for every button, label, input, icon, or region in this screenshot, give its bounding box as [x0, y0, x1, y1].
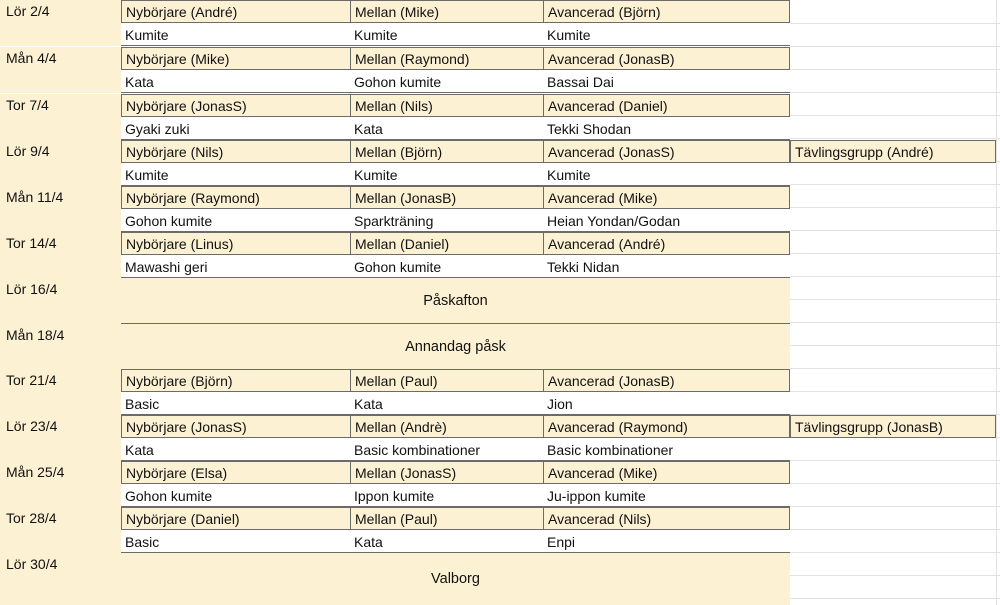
- advanced-group-cell[interactable]: Avancerad (Daniel): [543, 94, 790, 117]
- beginner-technique-cell[interactable]: Basic: [121, 530, 350, 553]
- intermediate-technique-cell[interactable]: Kumite: [350, 163, 543, 186]
- intermediate-group-cell[interactable]: Mellan (Paul): [350, 369, 543, 392]
- beginner-group-cell[interactable]: Nybörjare (JonasS): [121, 94, 350, 117]
- gridline: [790, 207, 1000, 208]
- gridline: [790, 368, 1000, 369]
- beginner-technique-cell[interactable]: Gyaki zuki: [121, 117, 350, 140]
- beginner-technique-cell[interactable]: Gohon kumite: [121, 209, 350, 232]
- holiday-cell[interactable]: Påskafton: [121, 278, 790, 324]
- date-cell[interactable]: Lör 16/4: [0, 278, 121, 324]
- advanced-technique-cell[interactable]: Basic kombinationer: [543, 438, 790, 461]
- gridline: [790, 138, 1000, 139]
- advanced-technique-cell[interactable]: Kumite: [543, 23, 790, 46]
- beginner-group-cell[interactable]: Nybörjare (JonasS): [121, 415, 350, 438]
- gridline: [790, 345, 1000, 346]
- date-cell[interactable]: Tor 7/4: [0, 94, 121, 140]
- date-cell[interactable]: Lör 2/4: [0, 0, 121, 46]
- intermediate-group-cell[interactable]: Mellan (JonasS): [350, 461, 543, 484]
- beginner-technique-cell[interactable]: Mawashi geri: [121, 255, 350, 278]
- date-cell[interactable]: Lör 9/4: [0, 140, 121, 186]
- date-cell[interactable]: Mån 4/4: [0, 47, 121, 93]
- beginner-group-cell[interactable]: Nybörjare (Daniel): [121, 507, 350, 530]
- beginner-technique-cell[interactable]: Kata: [121, 438, 350, 461]
- competition-group-cell[interactable]: Tävlingsgrupp (André): [790, 140, 996, 163]
- beginner-technique-cell[interactable]: Kumite: [121, 163, 350, 186]
- advanced-technique-cell[interactable]: Kumite: [543, 163, 790, 186]
- intermediate-technique-cell[interactable]: Kata: [350, 530, 543, 553]
- intermediate-group-cell[interactable]: Mellan (Björn): [350, 140, 543, 163]
- intermediate-group-cell[interactable]: Mellan (Paul): [350, 507, 543, 530]
- beginner-group-cell[interactable]: Nybörjare (Elsa): [121, 461, 350, 484]
- intermediate-technique-cell[interactable]: Basic kombinationer: [350, 438, 543, 461]
- advanced-group-cell[interactable]: Avancerad (André): [543, 232, 790, 255]
- intermediate-group-cell[interactable]: Mellan (Raymond): [350, 47, 543, 70]
- intermediate-group-cell[interactable]: Mellan (Andrè): [350, 415, 543, 438]
- gridline: [790, 552, 1000, 553]
- advanced-technique-cell[interactable]: Heian Yondan/Godan: [543, 209, 790, 232]
- gridline: [790, 69, 1000, 70]
- gridline: [790, 253, 1000, 254]
- intermediate-technique-cell[interactable]: Kata: [350, 392, 543, 415]
- intermediate-technique-cell[interactable]: Gohon kumite: [350, 70, 543, 93]
- intermediate-group-cell[interactable]: Mellan (Nils): [350, 94, 543, 117]
- competition-group-cell[interactable]: Tävlingsgrupp (JonasB): [790, 415, 996, 438]
- date-cell[interactable]: Mån 11/4: [0, 186, 121, 232]
- advanced-group-cell[interactable]: Avancerad (Mike): [543, 461, 790, 484]
- gridline: [790, 598, 1000, 599]
- beginner-group-cell[interactable]: Nybörjare (Linus): [121, 232, 350, 255]
- beginner-group-cell[interactable]: Nybörjare (André): [121, 0, 350, 23]
- gridline: [790, 23, 1000, 24]
- gridline: [790, 483, 1000, 484]
- beginner-group-cell[interactable]: Nybörjare (Mike): [121, 47, 350, 70]
- intermediate-group-cell[interactable]: Mellan (JonasB): [350, 186, 543, 209]
- gridline: [790, 184, 1000, 185]
- gridline: [790, 391, 1000, 392]
- gridline: [790, 115, 1000, 116]
- advanced-group-cell[interactable]: Avancerad (Mike): [543, 186, 790, 209]
- date-cell[interactable]: Lör 30/4: [0, 553, 121, 605]
- date-cell[interactable]: Mån 18/4: [0, 324, 121, 370]
- date-cell[interactable]: Mån 25/4: [0, 461, 121, 507]
- gridline: [790, 276, 1000, 277]
- advanced-technique-cell[interactable]: Enpi: [543, 530, 790, 553]
- gridline: [790, 460, 1000, 461]
- advanced-technique-cell[interactable]: Jion: [543, 392, 790, 415]
- advanced-group-cell[interactable]: Avancerad (Raymond): [543, 415, 790, 438]
- advanced-technique-cell[interactable]: Tekki Nidan: [543, 255, 790, 278]
- beginner-group-cell[interactable]: Nybörjare (Nils): [121, 140, 350, 163]
- gridline: [790, 506, 1000, 507]
- beginner-group-cell[interactable]: Nybörjare (Björn): [121, 369, 350, 392]
- intermediate-technique-cell[interactable]: Ippon kumite: [350, 484, 543, 507]
- intermediate-group-cell[interactable]: Mellan (Mike): [350, 0, 543, 23]
- intermediate-technique-cell[interactable]: Sparkträning: [350, 209, 543, 232]
- gridline: [790, 92, 1000, 93]
- beginner-group-cell[interactable]: Nybörjare (Raymond): [121, 186, 350, 209]
- gridline: [790, 322, 1000, 323]
- date-cell[interactable]: Lör 23/4: [0, 415, 121, 461]
- beginner-technique-cell[interactable]: Kumite: [121, 23, 350, 46]
- beginner-technique-cell[interactable]: Gohon kumite: [121, 484, 350, 507]
- intermediate-technique-cell[interactable]: Gohon kumite: [350, 255, 543, 278]
- gridline: [790, 575, 1000, 576]
- date-cell[interactable]: Tor 14/4: [0, 232, 121, 278]
- advanced-group-cell[interactable]: Avancerad (JonasB): [543, 369, 790, 392]
- gridline: [790, 46, 1000, 47]
- advanced-group-cell[interactable]: Avancerad (JonasS): [543, 140, 790, 163]
- row-separator: [121, 45, 790, 46]
- date-cell[interactable]: Tor 21/4: [0, 369, 121, 415]
- row-separator: [121, 92, 790, 93]
- beginner-technique-cell[interactable]: Kata: [121, 70, 350, 93]
- beginner-technique-cell[interactable]: Basic: [121, 392, 350, 415]
- advanced-group-cell[interactable]: Avancerad (Nils): [543, 507, 790, 530]
- gridline: [996, 0, 997, 605]
- date-cell[interactable]: Tor 28/4: [0, 507, 121, 553]
- holiday-cell[interactable]: Valborg: [121, 553, 790, 605]
- intermediate-group-cell[interactable]: Mellan (Daniel): [350, 232, 543, 255]
- advanced-group-cell[interactable]: Avancerad (Björn): [543, 0, 790, 23]
- intermediate-technique-cell[interactable]: Kata: [350, 117, 543, 140]
- advanced-technique-cell[interactable]: Bassai Dai: [543, 70, 790, 93]
- advanced-technique-cell[interactable]: Ju-ippon kumite: [543, 484, 790, 507]
- holiday-cell[interactable]: Annandag påsk: [121, 324, 790, 370]
- intermediate-technique-cell[interactable]: Kumite: [350, 23, 543, 46]
- advanced-technique-cell[interactable]: Tekki Shodan: [543, 117, 790, 140]
- gridline: [790, 230, 1000, 231]
- gridline: [790, 299, 1000, 300]
- gridline: [790, 529, 1000, 530]
- advanced-group-cell[interactable]: Avancerad (JonasB): [543, 47, 790, 70]
